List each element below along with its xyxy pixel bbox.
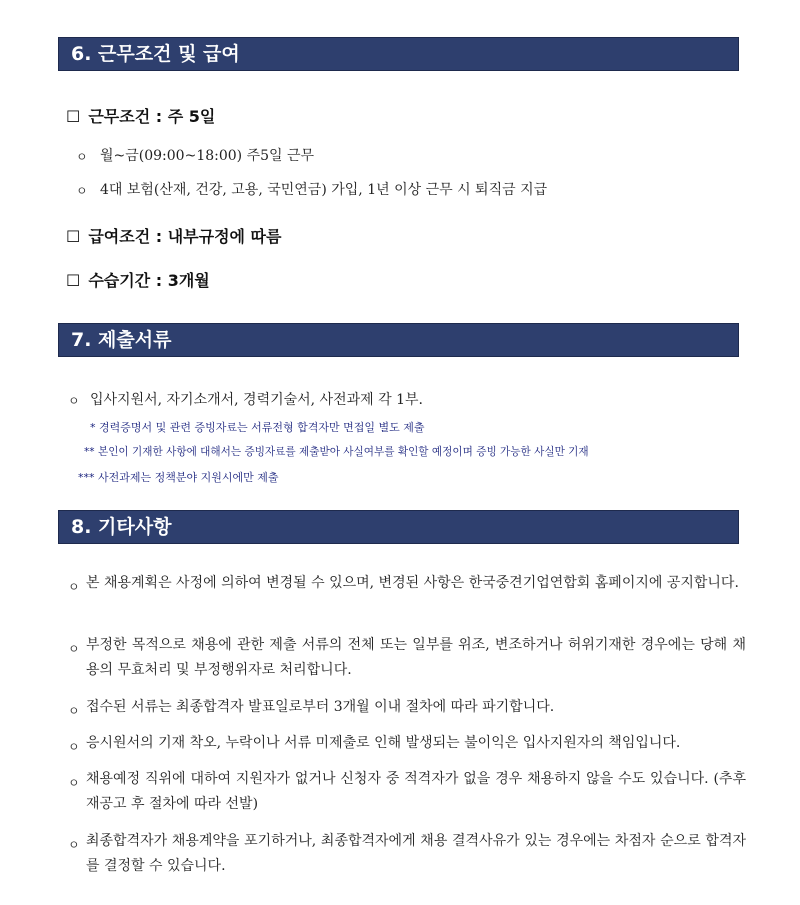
circle-bullet-icon: ㅇ xyxy=(68,838,80,852)
footnote: ** 본인이 기재한 사항에 대해서는 증빙자료를 제출받아 사실여부를 확인할 예정이며 증빙 가능한 사실만 기재 xyxy=(84,446,589,458)
circle-bullet-icon: ㅇ xyxy=(68,642,80,656)
section-7-title: 7. 제출서류 xyxy=(58,323,739,357)
notice-item: 부정한 목적으로 채용에 관한 제출 서류의 전체 또는 일부를 위조, 변조하거나 허위기재한 경우에는 당해 채용의 무효처리 및 부정행위자로 처리합니다. xyxy=(86,637,746,678)
circle-bullet-icon: ㅇ xyxy=(68,394,80,408)
checkbox-icon: ☐ xyxy=(66,227,81,246)
notice-item: 접수된 서류는 최종합격자 발표일로부터 3개월 이내 절차에 따라 파기합니다. xyxy=(86,699,555,715)
circle-bullet-icon: ㅇ xyxy=(76,184,88,198)
checkbox-icon: ☐ xyxy=(66,271,81,290)
section-6-title: 6. 근무조건 및 급여 xyxy=(58,37,739,71)
documents-item: 입사지원서, 자기소개서, 경력기술서, 사전과제 각 1부. xyxy=(90,392,423,408)
circle-bullet-icon: ㅇ xyxy=(68,580,80,594)
pay-conditions-text: 급여조건 : 내부규정에 따름 xyxy=(88,227,282,246)
work-conditions-text: 근무조건 : 주 5일 xyxy=(88,107,216,126)
section-8-title: 8. 기타사항 xyxy=(58,510,739,544)
checkbox-icon: ☐ xyxy=(66,107,81,126)
footnote: * 경력증명서 및 관련 증빙자료는 서류전형 합격자만 면접일 별도 제출 xyxy=(90,421,425,434)
notice-item: 최종합격자가 채용계약을 포기하거나, 최종합격자에게 채용 결격사유가 있는 경우에는 차점자 순으로 합격자를 결정할 수 있습니다. xyxy=(86,833,746,874)
circle-bullet-icon: ㅇ xyxy=(68,704,80,718)
pay-conditions-heading xyxy=(66,224,281,247)
work-item: 월~금(09:00~18:00) 주5일 근무 xyxy=(100,148,315,164)
notice-item: 본 채용계획은 사정에 의하여 변경될 수 있으며, 변경된 사항은 한국중견기업연합회 홈페이지에 공지합니다. xyxy=(86,575,739,591)
probation-heading xyxy=(66,268,210,291)
probation-text: 수습기간 : 3개월 xyxy=(88,271,210,290)
notice-item: 응시원서의 기재 착오, 누락이나 서류 미제출로 인해 발생되는 불이익은 입사지원자의 책임입니다. xyxy=(86,735,681,751)
circle-bullet-icon: ㅇ xyxy=(76,150,88,164)
footnote: *** 사전과제는 정책분야 지원시에만 제출 xyxy=(78,471,279,484)
circle-bullet-icon: ㅇ xyxy=(68,740,80,754)
circle-bullet-icon: ㅇ xyxy=(68,776,80,790)
work-item: 4대 보험(산재, 건강, 고용, 국민연금) 가입, 1년 이상 근무 시 퇴직금 지급 xyxy=(100,182,548,198)
work-conditions-heading xyxy=(66,104,215,127)
notice-item: 채용예정 직위에 대하여 지원자가 없거나 신청자 중 적격자가 없을 경우 채용하지 않을 수도 있습니다. (추후 재공고 후 절차에 따라 선발) xyxy=(86,771,746,812)
